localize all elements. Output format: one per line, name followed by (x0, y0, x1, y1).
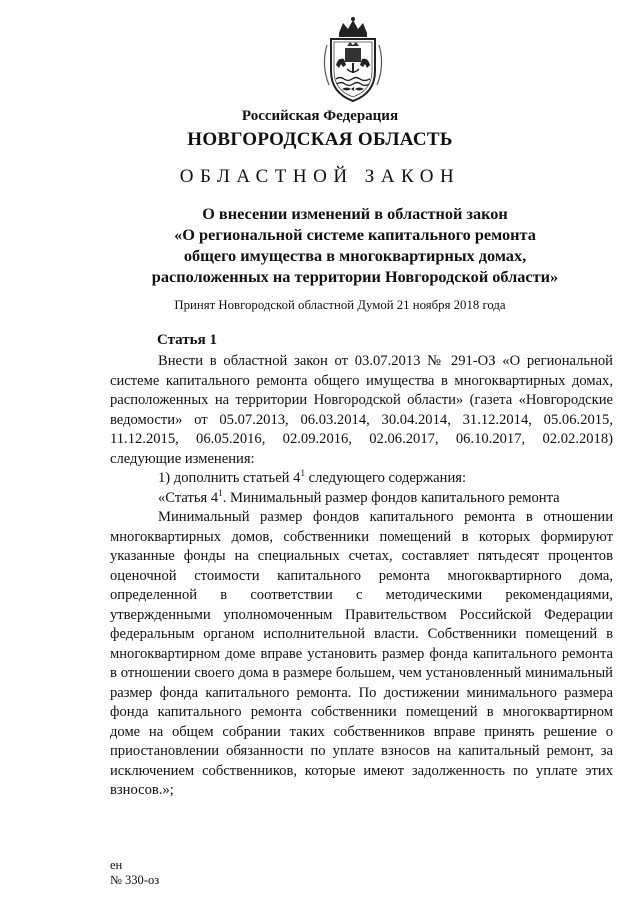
article-heading: Статья 1 (157, 332, 217, 348)
new-article-paragraph: Минимальный размер фондов капитального ремонта в отношении многоквартирных домов, собственники помещений в которых формируют указанные фонды на специальных счетах, составляет пятьдесят процентов оценочной стоимости капитального ремонта многоквартирного дома, определенной в соответствии с методическими рекомендациями, утвержденными уполномоченным Правительством Российской Федерации федеральным органом исполнительной власти. Собственники помещений в многоквартирном доме вправе установить размер фонда капитального ремонта в отношении своего дома в размере большем, чем установленный минимальный размер фонда капитального ремонта. По достижении минимального размера фонда капитального ремонта собственники помещений в многоквартирном доме на общем собрании таких собственников вправе принять решение о приостановлении обязанности по уплате взносов на капитальный ремонт, за исключением собственников, которые имеют задолженность по уплате этих взносов.»; (110, 509, 613, 798)
superscript: 1 (218, 487, 223, 498)
article-body (110, 352, 613, 801)
law-title-line: О внесении изменений в областной закон (202, 204, 508, 223)
document-footer (110, 858, 159, 888)
item-text: 1) дополнить статьей 4 (158, 470, 301, 486)
law-title-line: общего имущества в многоквартирных домах, (183, 246, 527, 265)
novgorod-coat-of-arms-icon (317, 15, 389, 107)
region-heading: НОВГОРОДСКАЯ ОБЛАСТЬ (187, 129, 453, 150)
law-title (120, 203, 590, 287)
law-type-heading: ОБЛАСТНОЙ ЗАКОН (179, 166, 461, 187)
item-text: «Статья 4 (158, 489, 219, 506)
law-title-line: расположенных на территории Новгородской области» (151, 267, 559, 286)
federation-heading: Российская Федерация (241, 108, 399, 124)
law-title-line: «О региональной системе капитального ремонта (174, 225, 536, 244)
item-text: следующего содержания: (304, 470, 467, 486)
adoption-note: Принят Новгородской областной Думой 21 ноября 2018 года (174, 298, 506, 312)
amendment-item-1 (110, 469, 613, 489)
item-text: . Минимальный размер фондов капитального ремонта (222, 489, 560, 506)
footer-initials: ен (110, 858, 123, 872)
footer-number: № 330-оз (110, 873, 160, 887)
new-article-heading (110, 489, 613, 509)
article-intro: Внести в областной закон от 03.07.2013 № 291-ОЗ «О региональной системе капитального ремонта общего имущества в многоквартирных домах, расположенных на территории Новгородской области» (газета «Новгородские ведомости» от 05.07.2013, 06.03.2014, 30.04.2014, 31.12.2014, 05.06.2015, 11.12.2015, 06.05.2016, 02.09.2016, 02.06.2017, 06.10.2017, 02.02.2018) следующие изменения: (110, 353, 613, 467)
superscript: 1 (300, 468, 305, 478)
